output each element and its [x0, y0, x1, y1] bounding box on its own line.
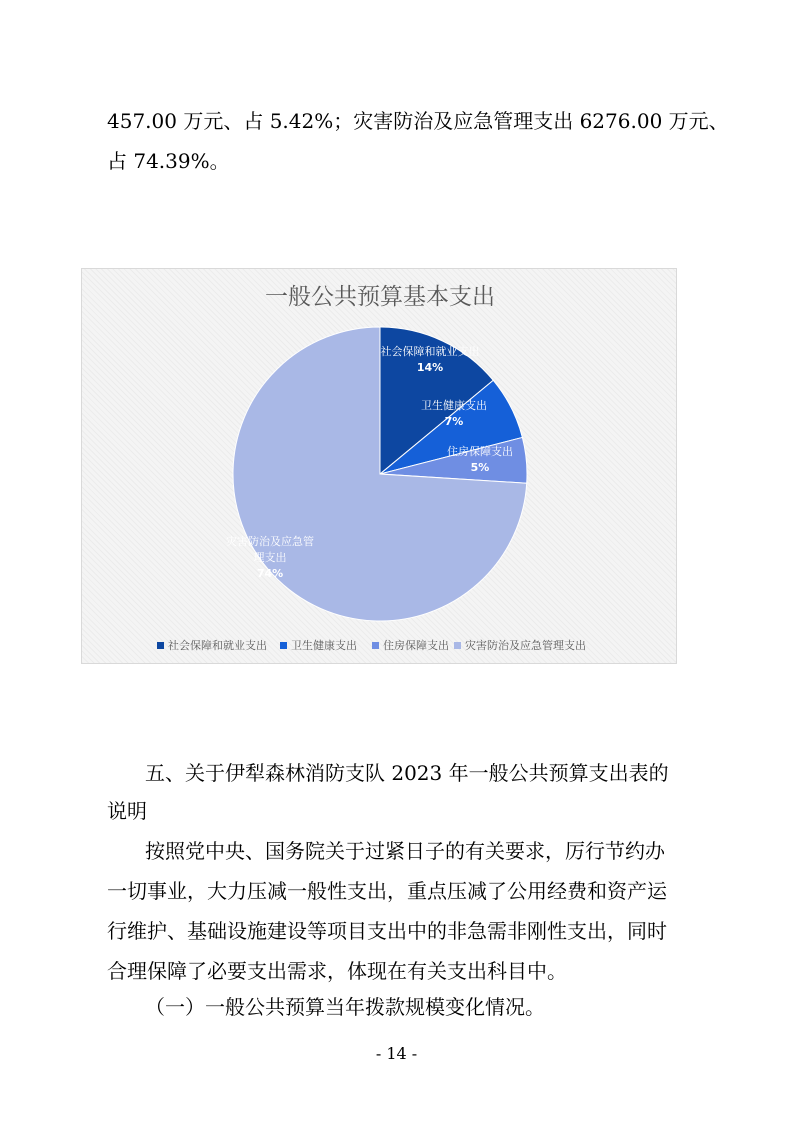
legend-swatch-2: [280, 642, 287, 649]
legend-swatch-4: [454, 642, 461, 649]
legend-swatch-3: [372, 642, 379, 649]
body-line: 一切事业，大力压减一般性支出，重点压减了公用经费和资产运: [107, 879, 667, 903]
legend-label-1: 社会保障和就业支出: [168, 639, 267, 652]
subheading: （一）一般公共预算当年拨款规模变化情况。: [145, 995, 545, 1019]
legend-label-3: 住房保障支出: [383, 639, 449, 652]
pie-chart: [81, 268, 677, 664]
data-label-3: 住房保障支出 5%: [447, 445, 513, 474]
data-label-2: 卫生健康支出 7%: [421, 399, 487, 428]
chart-legend: [157, 638, 586, 652]
body-line: 行维护、基础设施建设等项目支出中的非急需非刚性支出，同时: [107, 919, 667, 943]
legend-label-4: 灾害防治及应急管理支出: [465, 639, 586, 652]
page-number: - 14 -: [375, 1044, 418, 1063]
data-label-1: 社会保障和就业支出 14%: [380, 345, 480, 374]
legend-label-2: 卫生健康支出: [291, 639, 357, 652]
legend-swatch-1: [157, 642, 164, 649]
body-line: 按照党中央、国务院关于过紧日子的有关要求，厉行节约办: [145, 839, 665, 863]
section-heading: 五、关于伊犁森林消防支队 2023 年一般公共预算支出表的: [145, 761, 669, 785]
chart-title: 一般公共预算基本支出: [265, 284, 495, 310]
section-heading-cont: 说明: [107, 799, 147, 823]
body-line: 合理保障了必要支出需求，体现在有关支出科目中。: [107, 959, 567, 983]
body-line: 占 74.39%。: [107, 149, 230, 173]
data-label-4: 灾害防治及应急管理支出 74%: [226, 535, 314, 580]
body-line: 457.00 万元、占 5.42%；灾害防治及应急管理支出 6276.00 万元、: [107, 109, 729, 133]
